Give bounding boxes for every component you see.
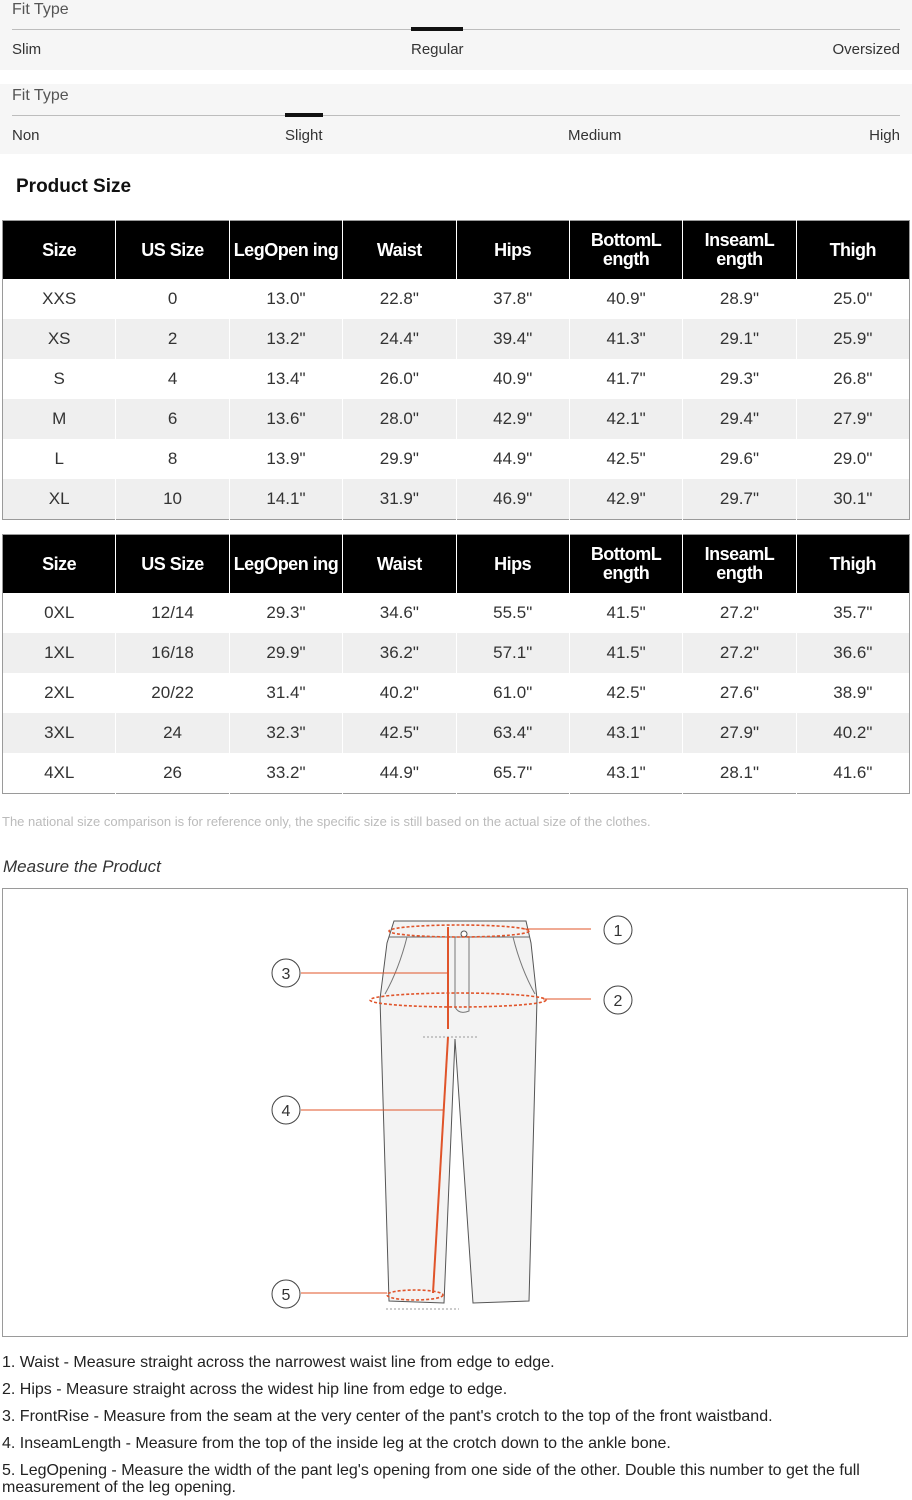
table-cell: S [3, 359, 116, 399]
table-cell: 57.1" [456, 633, 569, 673]
fit-label-medium: Medium [568, 127, 622, 144]
marker-5 [272, 1280, 300, 1308]
table-cell: 31.9" [343, 479, 456, 520]
table-cell: 4 [116, 359, 229, 399]
size-table-plus [2, 534, 910, 794]
table-cell: M [3, 399, 116, 439]
table-cell: 6 [116, 399, 229, 439]
table-cell: 29.9" [343, 439, 456, 479]
table-cell: 24.4" [343, 319, 456, 359]
table-cell: 13.6" [229, 399, 342, 439]
instruction-hips: 2. Hips - Measure straight across the widest hip line from edge to edge. [2, 1381, 508, 1398]
table-cell: 41.5" [569, 633, 682, 673]
table-cell: 13.0" [229, 279, 342, 319]
header-bottom-length: BottomL ength [569, 221, 682, 280]
fit-type-title: Fit Type [12, 1, 69, 18]
fit-label-non: Non [12, 127, 40, 144]
fit-type-scale-1 [0, 0, 912, 70]
header-hips: Hips [456, 535, 569, 594]
table-row [3, 753, 910, 794]
marker-4-label: 4 [281, 1103, 291, 1120]
table-cell: 0 [116, 279, 229, 319]
header-waist: Waist [343, 535, 456, 594]
table-row [3, 479, 910, 520]
table-cell: 42.5" [569, 439, 682, 479]
table-row [3, 319, 910, 359]
table-cell: 25.9" [796, 319, 909, 359]
table-cell: 28.0" [343, 399, 456, 439]
table-cell: 29.4" [683, 399, 796, 439]
table-cell: XXS [3, 279, 116, 319]
button-icon [461, 931, 467, 937]
table-cell: 41.7" [569, 359, 682, 399]
header-leg-opening: LegOpen ing [229, 221, 342, 280]
size-table-regular [2, 220, 910, 520]
table-cell: 27.2" [683, 593, 796, 633]
table-cell: 31.4" [229, 673, 342, 713]
marker-4 [272, 1096, 300, 1124]
header-inseam-length: InseamL ength [683, 221, 796, 280]
table-cell: 26.0" [343, 359, 456, 399]
table-cell: 41.6" [796, 753, 909, 794]
table-cell: 42.9" [456, 399, 569, 439]
table-cell: 26.8" [796, 359, 909, 399]
table-cell: 41.5" [569, 593, 682, 633]
fit-label-oversized: Oversized [832, 41, 900, 58]
measure-title: Measure the Product [3, 857, 161, 876]
table-cell: 4XL [3, 753, 116, 794]
table-cell: 29.0" [796, 439, 909, 479]
table-cell: 36.2" [343, 633, 456, 673]
fit-label-regular: Regular [411, 41, 464, 58]
table-cell: 10 [116, 479, 229, 520]
measure-instructions [2, 1354, 910, 1496]
table-cell: 39.4" [456, 319, 569, 359]
table-cell: 42.1" [569, 399, 682, 439]
marker-2 [604, 986, 632, 1014]
marker-5-label: 5 [281, 1287, 291, 1304]
table-cell: 44.9" [343, 753, 456, 794]
fit-scale-marker [411, 27, 463, 31]
table-cell: 8 [116, 439, 229, 479]
table-cell: 29.1" [683, 319, 796, 359]
header-waist: Waist [343, 221, 456, 280]
table-cell: 28.9" [683, 279, 796, 319]
pants-illustration [3, 889, 909, 1338]
marker-3 [272, 959, 300, 987]
fit-label-slim: Slim [12, 41, 42, 58]
table-cell: 3XL [3, 713, 116, 753]
table-cell: 32.3" [229, 713, 342, 753]
table-cell: 43.1" [569, 713, 682, 753]
table-cell: 26 [116, 753, 229, 794]
table-cell: 42.9" [569, 479, 682, 520]
table-cell: 13.2" [229, 319, 342, 359]
table-cell: 33.2" [229, 753, 342, 794]
table-cell: 40.2" [343, 673, 456, 713]
table-cell: 46.9" [456, 479, 569, 520]
fit-type-scale-2 [0, 84, 912, 154]
table-cell: 37.8" [456, 279, 569, 319]
table-row [3, 399, 910, 439]
table-cell: 29.6" [683, 439, 796, 479]
header-us-size: US Size [116, 535, 229, 594]
table-cell: 24 [116, 713, 229, 753]
table-cell: 63.4" [456, 713, 569, 753]
instruction-front-rise: 3. FrontRise - Measure from the seam at the very center of the pant's crotch to the top of the front waistband. [2, 1408, 773, 1425]
table-cell: 55.5" [456, 593, 569, 633]
header-us-size: US Size [116, 221, 229, 280]
table-cell: 0XL [3, 593, 116, 633]
table-cell: 43.1" [569, 753, 682, 794]
header-thigh: Thigh [796, 221, 909, 280]
table-cell: 29.9" [229, 633, 342, 673]
table-cell: 35.7" [796, 593, 909, 633]
header-thigh: Thigh [796, 535, 909, 594]
measure-diagram [2, 888, 908, 1337]
marker-3-label: 3 [281, 966, 291, 983]
table-row [3, 279, 910, 319]
header-size: Size [3, 221, 116, 280]
table-row [3, 359, 910, 399]
instruction-waist: 1. Waist - Measure straight across the narrowest waist line from edge to edge. [2, 1354, 555, 1371]
table-cell: 13.4" [229, 359, 342, 399]
table-cell: 2 [116, 319, 229, 359]
table-cell: 2XL [3, 673, 116, 713]
table-row [3, 593, 910, 633]
table-cell: 14.1" [229, 479, 342, 520]
table-cell: XL [3, 479, 116, 520]
table-cell: 12/14 [116, 593, 229, 633]
table-cell: 29.3" [683, 359, 796, 399]
header-hips: Hips [456, 221, 569, 280]
table-cell: 42.5" [343, 713, 456, 753]
table-cell: 42.5" [569, 673, 682, 713]
size-reference-note: The national size comparison is for reference only, the specific size is still based on the actual size of the clothes. [2, 814, 651, 829]
table-row [3, 439, 910, 479]
product-size-title: Product Size [16, 176, 132, 197]
table-cell: L [3, 439, 116, 479]
table-cell: 20/22 [116, 673, 229, 713]
header-inseam-length: InseamL ength [683, 535, 796, 594]
table-cell: 16/18 [116, 633, 229, 673]
table-cell: 36.6" [796, 633, 909, 673]
instruction-inseam: 4. InseamLength - Measure from the top of the inside leg at the crotch down to the ankle bone. [2, 1435, 671, 1452]
header-bottom-length: BottomL ength [569, 535, 682, 594]
table-cell: XS [3, 319, 116, 359]
table-cell: 44.9" [456, 439, 569, 479]
table-row [3, 633, 910, 673]
fit-scale-marker [285, 113, 323, 117]
table-cell: 25.0" [796, 279, 909, 319]
table-cell: 27.9" [796, 399, 909, 439]
table-header-row [3, 221, 910, 280]
table-cell: 38.9" [796, 673, 909, 713]
table-row [3, 713, 910, 753]
table-cell: 27.2" [683, 633, 796, 673]
table-cell: 27.9" [683, 713, 796, 753]
table-row [3, 673, 910, 713]
table-cell: 65.7" [456, 753, 569, 794]
header-size: Size [3, 535, 116, 594]
marker-1 [604, 916, 632, 944]
table-cell: 28.1" [683, 753, 796, 794]
table-header-row [3, 535, 910, 594]
fit-label-slight: Slight [285, 127, 323, 144]
table-cell: 61.0" [456, 673, 569, 713]
table-cell: 29.3" [229, 593, 342, 633]
table-cell: 40.2" [796, 713, 909, 753]
fit-scale-line [12, 115, 900, 116]
marker-1-label: 1 [613, 923, 623, 940]
table-cell: 41.3" [569, 319, 682, 359]
table-cell: 1XL [3, 633, 116, 673]
table-cell: 40.9" [456, 359, 569, 399]
table-cell: 13.9" [229, 439, 342, 479]
pants-outline [380, 921, 537, 1303]
table-cell: 29.7" [683, 479, 796, 520]
fit-type-title: Fit Type [12, 87, 69, 104]
table-cell: 40.9" [569, 279, 682, 319]
marker-2-label: 2 [613, 993, 623, 1010]
table-cell: 27.6" [683, 673, 796, 713]
table-cell: 30.1" [796, 479, 909, 520]
table-cell: 34.6" [343, 593, 456, 633]
header-leg-opening: LegOpen ing [229, 535, 342, 594]
fit-label-high: High [869, 127, 900, 144]
instruction-leg-opening: 5. LegOpening - Measure the width of the pant leg's opening from one side of the other. Double this number to get the full measurement of the leg opening. [2, 1462, 860, 1496]
table-cell: 22.8" [343, 279, 456, 319]
